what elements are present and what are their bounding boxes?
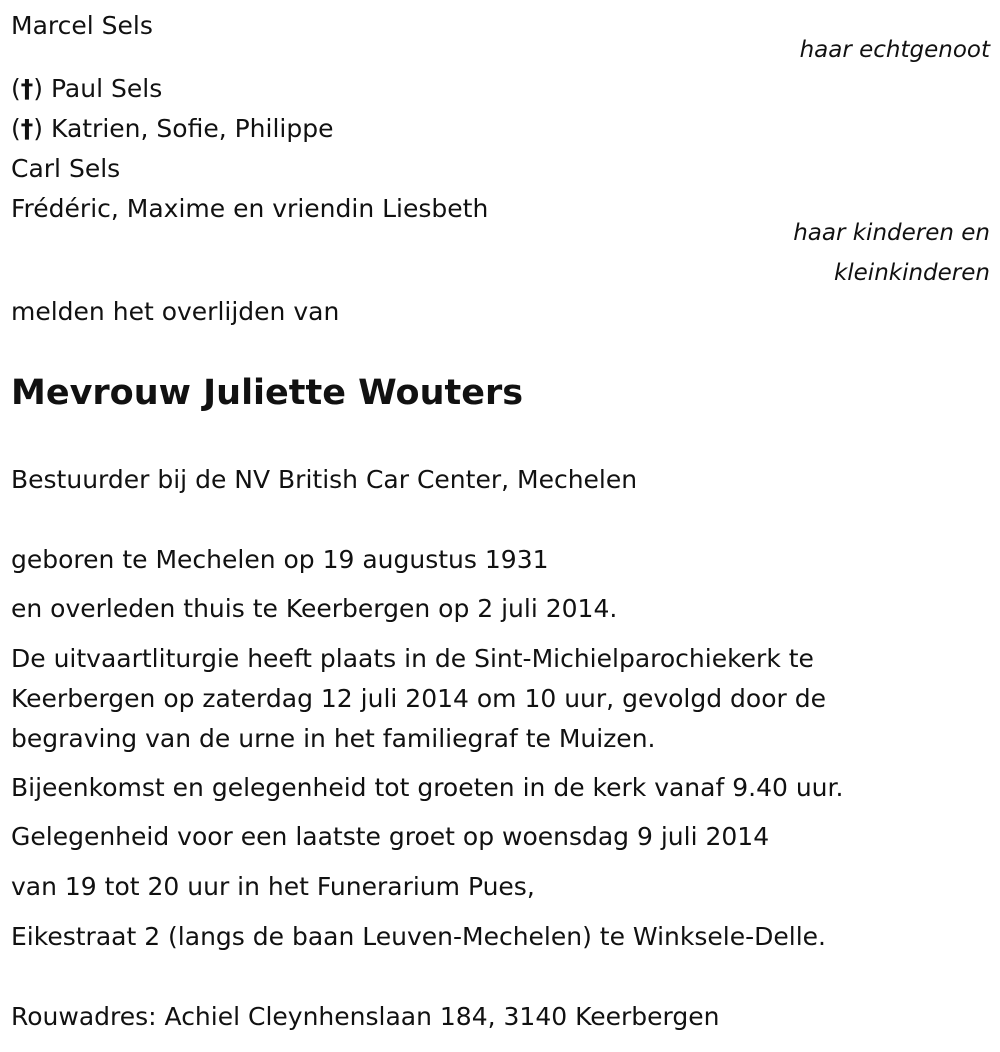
child-line-1: (†) Paul Sels — [11, 74, 163, 103]
cross-icon: † — [20, 74, 34, 103]
body-line: De uitvaartliturgie heeft plaats in de Sint-Michielparochiekerk te — [11, 644, 814, 673]
child-name: Paul Sels — [50, 74, 163, 103]
spouse-name: Marcel Sels — [11, 11, 153, 40]
body-line: Bijeenkomst en gelegenheid tot groeten in de kerk vanaf 9.40 uur. — [11, 773, 844, 802]
body-line: en overleden thuis te Keerbergen op 2 juli 2014. — [11, 594, 618, 623]
body-line: begraving van de urne in het familiegraf te Muizen. — [11, 724, 656, 753]
announcement-text: melden het overlijden van — [11, 297, 340, 326]
mourning-address: Rouwadres: Achiel Cleynhenslaan 184, 3140 Keerbergen — [11, 1002, 720, 1031]
child-line-2: (†) Katrien, Sofie, Philippe — [11, 114, 334, 143]
body-line: geboren te Mechelen op 19 augustus 1931 — [11, 545, 549, 574]
child-line-4: Frédéric, Maxime en vriendin Liesbeth — [11, 194, 489, 223]
child-line-3: Carl Sels — [11, 154, 121, 183]
occupation-text: Bestuurder bij de NV British Car Center, Mechelen — [11, 465, 638, 494]
child-name: Katrien, Sofie, Philippe — [50, 114, 334, 143]
body-line: van 19 tot 20 uur in het Funerarium Pues, — [11, 872, 535, 901]
body-line: Gelegenheid voor een laatste groet op woensdag 9 juli 2014 — [11, 822, 770, 851]
deceased-name-heading: Mevrouw Juliette Wouters — [11, 373, 524, 413]
body-line: Keerbergen op zaterdag 12 juli 2014 om 10 uur, gevolgd door de — [11, 684, 826, 713]
children-relation-line-2: kleinkinderen — [833, 260, 990, 286]
spouse-relation: haar echtgenoot — [799, 37, 990, 63]
cross-icon: † — [20, 114, 34, 143]
children-relation-line-1: haar kinderen en — [793, 220, 990, 246]
body-line: Eikestraat 2 (langs de baan Leuven-Mechelen) te Winksele-Delle. — [11, 922, 826, 951]
